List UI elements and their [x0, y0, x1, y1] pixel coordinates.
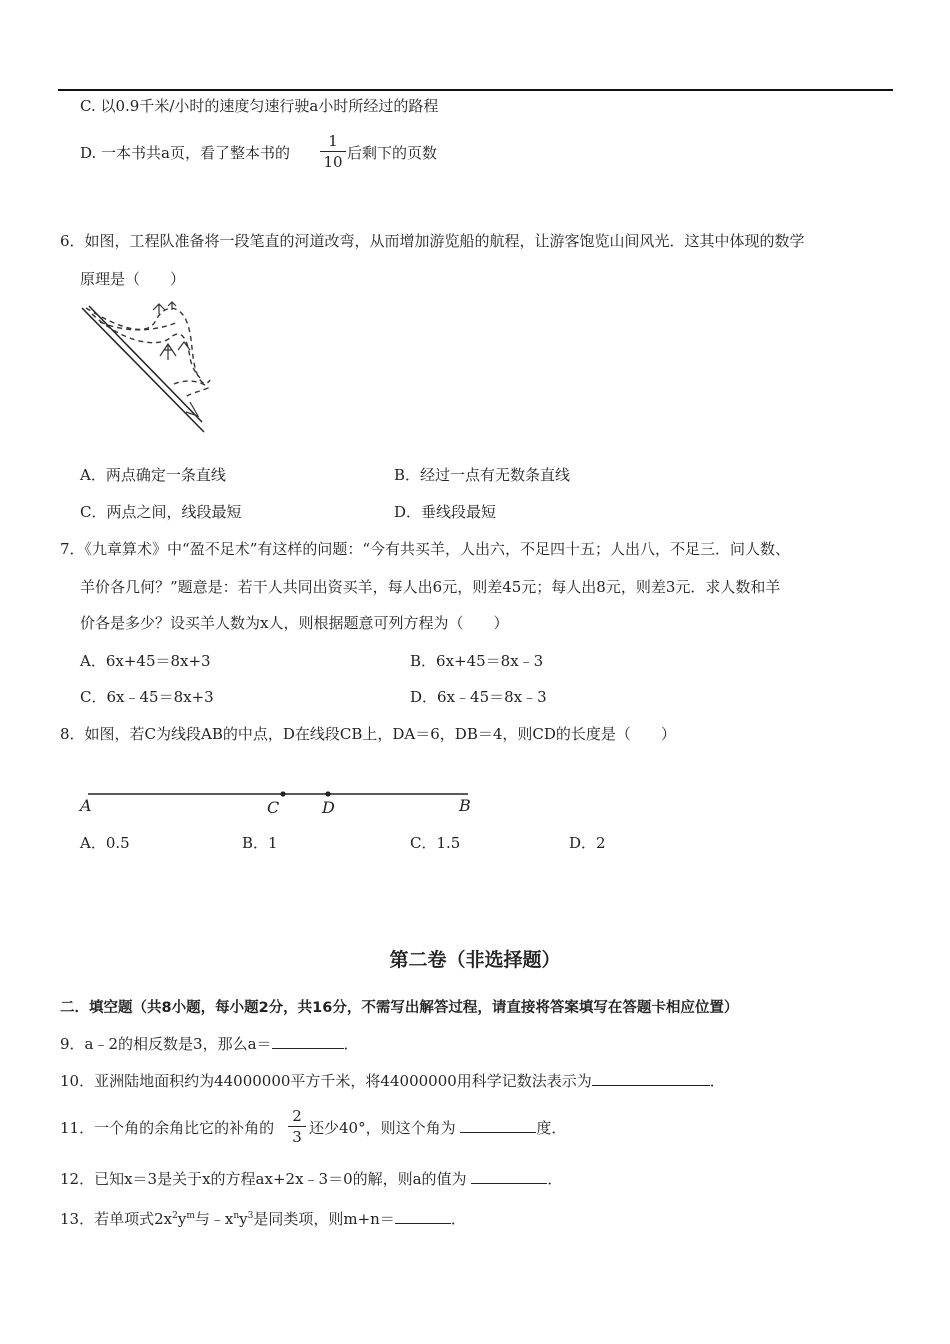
- q11-frac-den: 3: [292, 1128, 302, 1146]
- q11-answer-blank[interactable]: [460, 1118, 536, 1133]
- q7-stem-line2: 羊价各几何？”题意是：若干人共同出资买羊，每人出6元，则差45元；每人出8元，则差3元．求人数和羊: [80, 578, 781, 596]
- point-a-label: A: [80, 796, 92, 815]
- q5-frac-num: 1: [320, 131, 346, 152]
- q6-option-d: D．垂线段最短: [394, 503, 497, 521]
- q8-option-b: B．1: [242, 834, 278, 852]
- river-figure: [78, 298, 228, 438]
- q13-exp1: 2: [172, 1211, 178, 1221]
- q10: [60, 1071, 725, 1091]
- q5-option-c: C. 以0.9千米/小时的速度匀速行驶a小时所经过的路程: [80, 97, 439, 115]
- q6-option-a: A．两点确定一条直线: [80, 466, 226, 484]
- q13-mid3: y: [239, 1210, 248, 1228]
- q13-exp2: m: [186, 1211, 195, 1221]
- q5-fraction: [320, 131, 346, 172]
- q6-option-c: C．两点之间，线段最短: [80, 503, 242, 521]
- q13-mid2: 与﹣x: [194, 1210, 234, 1228]
- q13-mid1: y: [177, 1210, 187, 1228]
- q11-frac-num: 2: [288, 1106, 306, 1127]
- q13: [60, 1206, 466, 1229]
- q11-suffix: 还少40°，则这个角为: [309, 1119, 456, 1137]
- q7-option-d: D．6x﹣45＝8x﹣3: [410, 688, 547, 706]
- q12-end: ．: [547, 1170, 563, 1188]
- q13-answer-blank[interactable]: [395, 1209, 451, 1224]
- q8-option-a: A．0.5: [80, 834, 130, 852]
- q8-option-d: D．2: [569, 834, 606, 852]
- q6-stem-line2: 原理是（ ）: [80, 270, 186, 288]
- q13-end: ．: [450, 1210, 466, 1228]
- q12: [60, 1169, 562, 1189]
- q10-end: ．: [709, 1072, 725, 1090]
- q11-rest: [309, 1118, 566, 1138]
- q7-option-b: B．6x+45＝8x﹣3: [410, 652, 544, 670]
- q13-suffix: 是同类项，则m+n＝: [253, 1210, 395, 1228]
- segment-figure: [80, 785, 480, 805]
- section-fill-in-header: 二．填空题（共8小题，每小题2分，共16分，不需写出解答过程，请直接将答案填写在答题卡相应位置）: [60, 1000, 739, 1016]
- q11-prefix: 11．一个角的余角比它的补角的: [60, 1119, 275, 1137]
- q13-prefix: 13．若单项式2x: [60, 1210, 173, 1228]
- q10-answer-blank[interactable]: [592, 1071, 710, 1086]
- q5-option-d-prefix: D. 一本书共a页，看了整本书的: [80, 144, 290, 162]
- q5-option-d-suffix: 后剩下的页数: [347, 144, 438, 162]
- q9-answer-blank[interactable]: [272, 1034, 344, 1049]
- q12-text: 12．已知x＝3是关于x的方程ax+2x﹣3＝0的解，则a的值为: [60, 1170, 467, 1188]
- q7-stem-line3: 价各是多少？设买羊人数为x人，则根据题意可列方程为（ ）: [80, 614, 509, 632]
- point-c-label: C: [267, 798, 280, 817]
- q11-end: 度．: [536, 1119, 567, 1137]
- q9-end: ．: [343, 1035, 359, 1053]
- q11-fraction: [288, 1106, 306, 1147]
- q6-option-b: B．经过一点有无数条直线: [394, 466, 571, 484]
- q8-stem: 8．如图，若C为线段AB的中点，D在线段CB上，DA＝6，DB＝4，则CD的长度是（ ）: [60, 725, 676, 743]
- q13-exp4: 3: [247, 1211, 254, 1221]
- q6-stem-line1: 6．如图，工程队准备将一段笔直的河道改弯，从而增加游览船的航程，让游客饱览山间风光．这其中体现的数学: [60, 232, 805, 250]
- header-rule: [58, 89, 893, 91]
- q7-option-a: A．6x+45＝8x+3: [80, 652, 211, 670]
- q13-exp3: n: [233, 1211, 240, 1221]
- point-b-label: B: [459, 796, 471, 815]
- q5-frac-den: 10: [323, 153, 343, 171]
- q12-answer-blank[interactable]: [471, 1169, 547, 1184]
- q8-option-c: C．1.5: [410, 834, 461, 852]
- part2-title: 第二卷（非选择题）: [389, 949, 561, 971]
- q9: [60, 1034, 359, 1054]
- q7-option-c: C．6x﹣45＝8x+3: [80, 688, 214, 706]
- q9-text: 9．a﹣2的相反数是3，那么a＝: [60, 1035, 272, 1053]
- q10-text: 10．亚洲陆地面积约为44000000平方千米，将44000000用科学记数法表示为: [60, 1072, 592, 1090]
- point-d-label: D: [322, 798, 335, 817]
- q7-stem-line1: 7．《九章算术》中“盈不足术”有这样的问题：“今有共买羊，人出六，不足四十五；人出八，不足三．问人数、: [60, 540, 791, 558]
